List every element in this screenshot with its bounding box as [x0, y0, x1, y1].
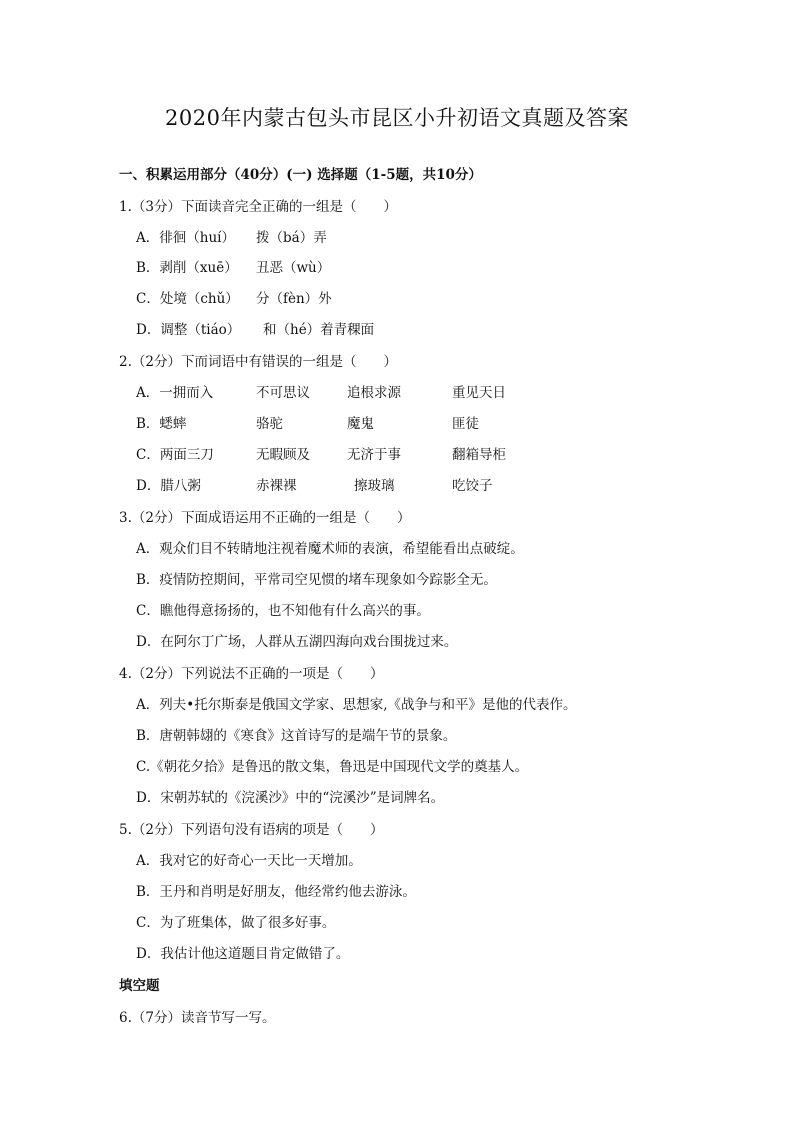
q1-option-d: D．调整（tiáo） 和（hé）着青稞面	[136, 322, 375, 338]
question-3-stem: 3.（2分）下面成语运用不正确的一组是（ ）	[119, 510, 411, 526]
q3-option-d: D．在阿尔丁广场，人群从五湖四海向戏台围拢过来。	[136, 634, 458, 650]
q4-option-a: A．列夫•托尔斯泰是俄国文学家、思想家,《战争与和平》是他的代表作。	[136, 697, 577, 713]
q3-option-c: C．瞧他得意扬扬的，也不知他有什么高兴的事。	[136, 603, 430, 619]
question-2-stem: 2.（2分）下而词语中有错误的一组是（ ）	[119, 354, 397, 370]
q4-option-b: B．唐朝韩翃的《寒食》这首诗写的是端午节的景象。	[136, 728, 457, 744]
question-1-stem: 1.（3分）下面读音完全正确的一组是（ ）	[119, 199, 397, 215]
q5-option-d: D．我估计他这道题目肯定做错了。	[136, 946, 350, 962]
q3-option-a: A．观众们目不转睛地注视着魔术师的表演，希望能看出点破绽。	[136, 541, 524, 557]
q2-row-a: A．一拥而入 不可思议 追根求源 重见天日	[136, 385, 506, 401]
question-4-stem: 4.（2分）下列说法不正确的一项是（ ）	[119, 666, 384, 682]
section-heading-2: 填空题	[119, 978, 160, 994]
section-heading-1: 一、积累运用部分（40分）(一) 选择题（1-5题，共10分）	[119, 167, 482, 183]
document-title: 2020年内蒙古包头市昆区小升初语文真题及答案	[165, 106, 629, 130]
q4-option-c: C.《朝花夕拾》是鲁迅的散文集，鲁迅是中国现代文学的奠基人。	[136, 759, 529, 775]
q1-option-a: A．徘徊（huí） 拨（bá）弄	[136, 230, 327, 246]
q5-option-a: A．我对它的好奇心一天比一天增加。	[136, 853, 362, 869]
q4-option-d: D．宋朝苏轼的《浣溪沙》中的“浣溪沙”是词牌名。	[136, 790, 445, 806]
q5-option-b: B．王丹和肖明是好朋友，他经常约他去游泳。	[136, 884, 416, 900]
question-5-stem: 5.（2分）下列语句没有语病的项是（ ）	[119, 822, 384, 838]
q2-row-c: C．两面三刀 无暇顾及 无济于事 翻箱导柜	[136, 447, 506, 463]
q3-option-b: B．疫情防控期间，平常司空见惯的堵车现象如今踪影全无。	[136, 572, 497, 588]
q2-row-b: B．蟋蟀 骆驼 魔鬼 匪徒	[136, 416, 479, 432]
q1-option-c: C．处境（chǔ） 分（fèn）外	[136, 291, 332, 307]
q5-option-c: C．为了班集体，做了很多好事。	[136, 915, 336, 931]
q1-option-b: B．剥削（xuē） 丑恶（wù）	[136, 260, 331, 276]
q2-row-d: D．腊八粥 赤裸裸 擦玻璃 吃饺子	[136, 478, 493, 494]
question-6-stem: 6.（7分）读音节写一写。	[119, 1010, 276, 1026]
